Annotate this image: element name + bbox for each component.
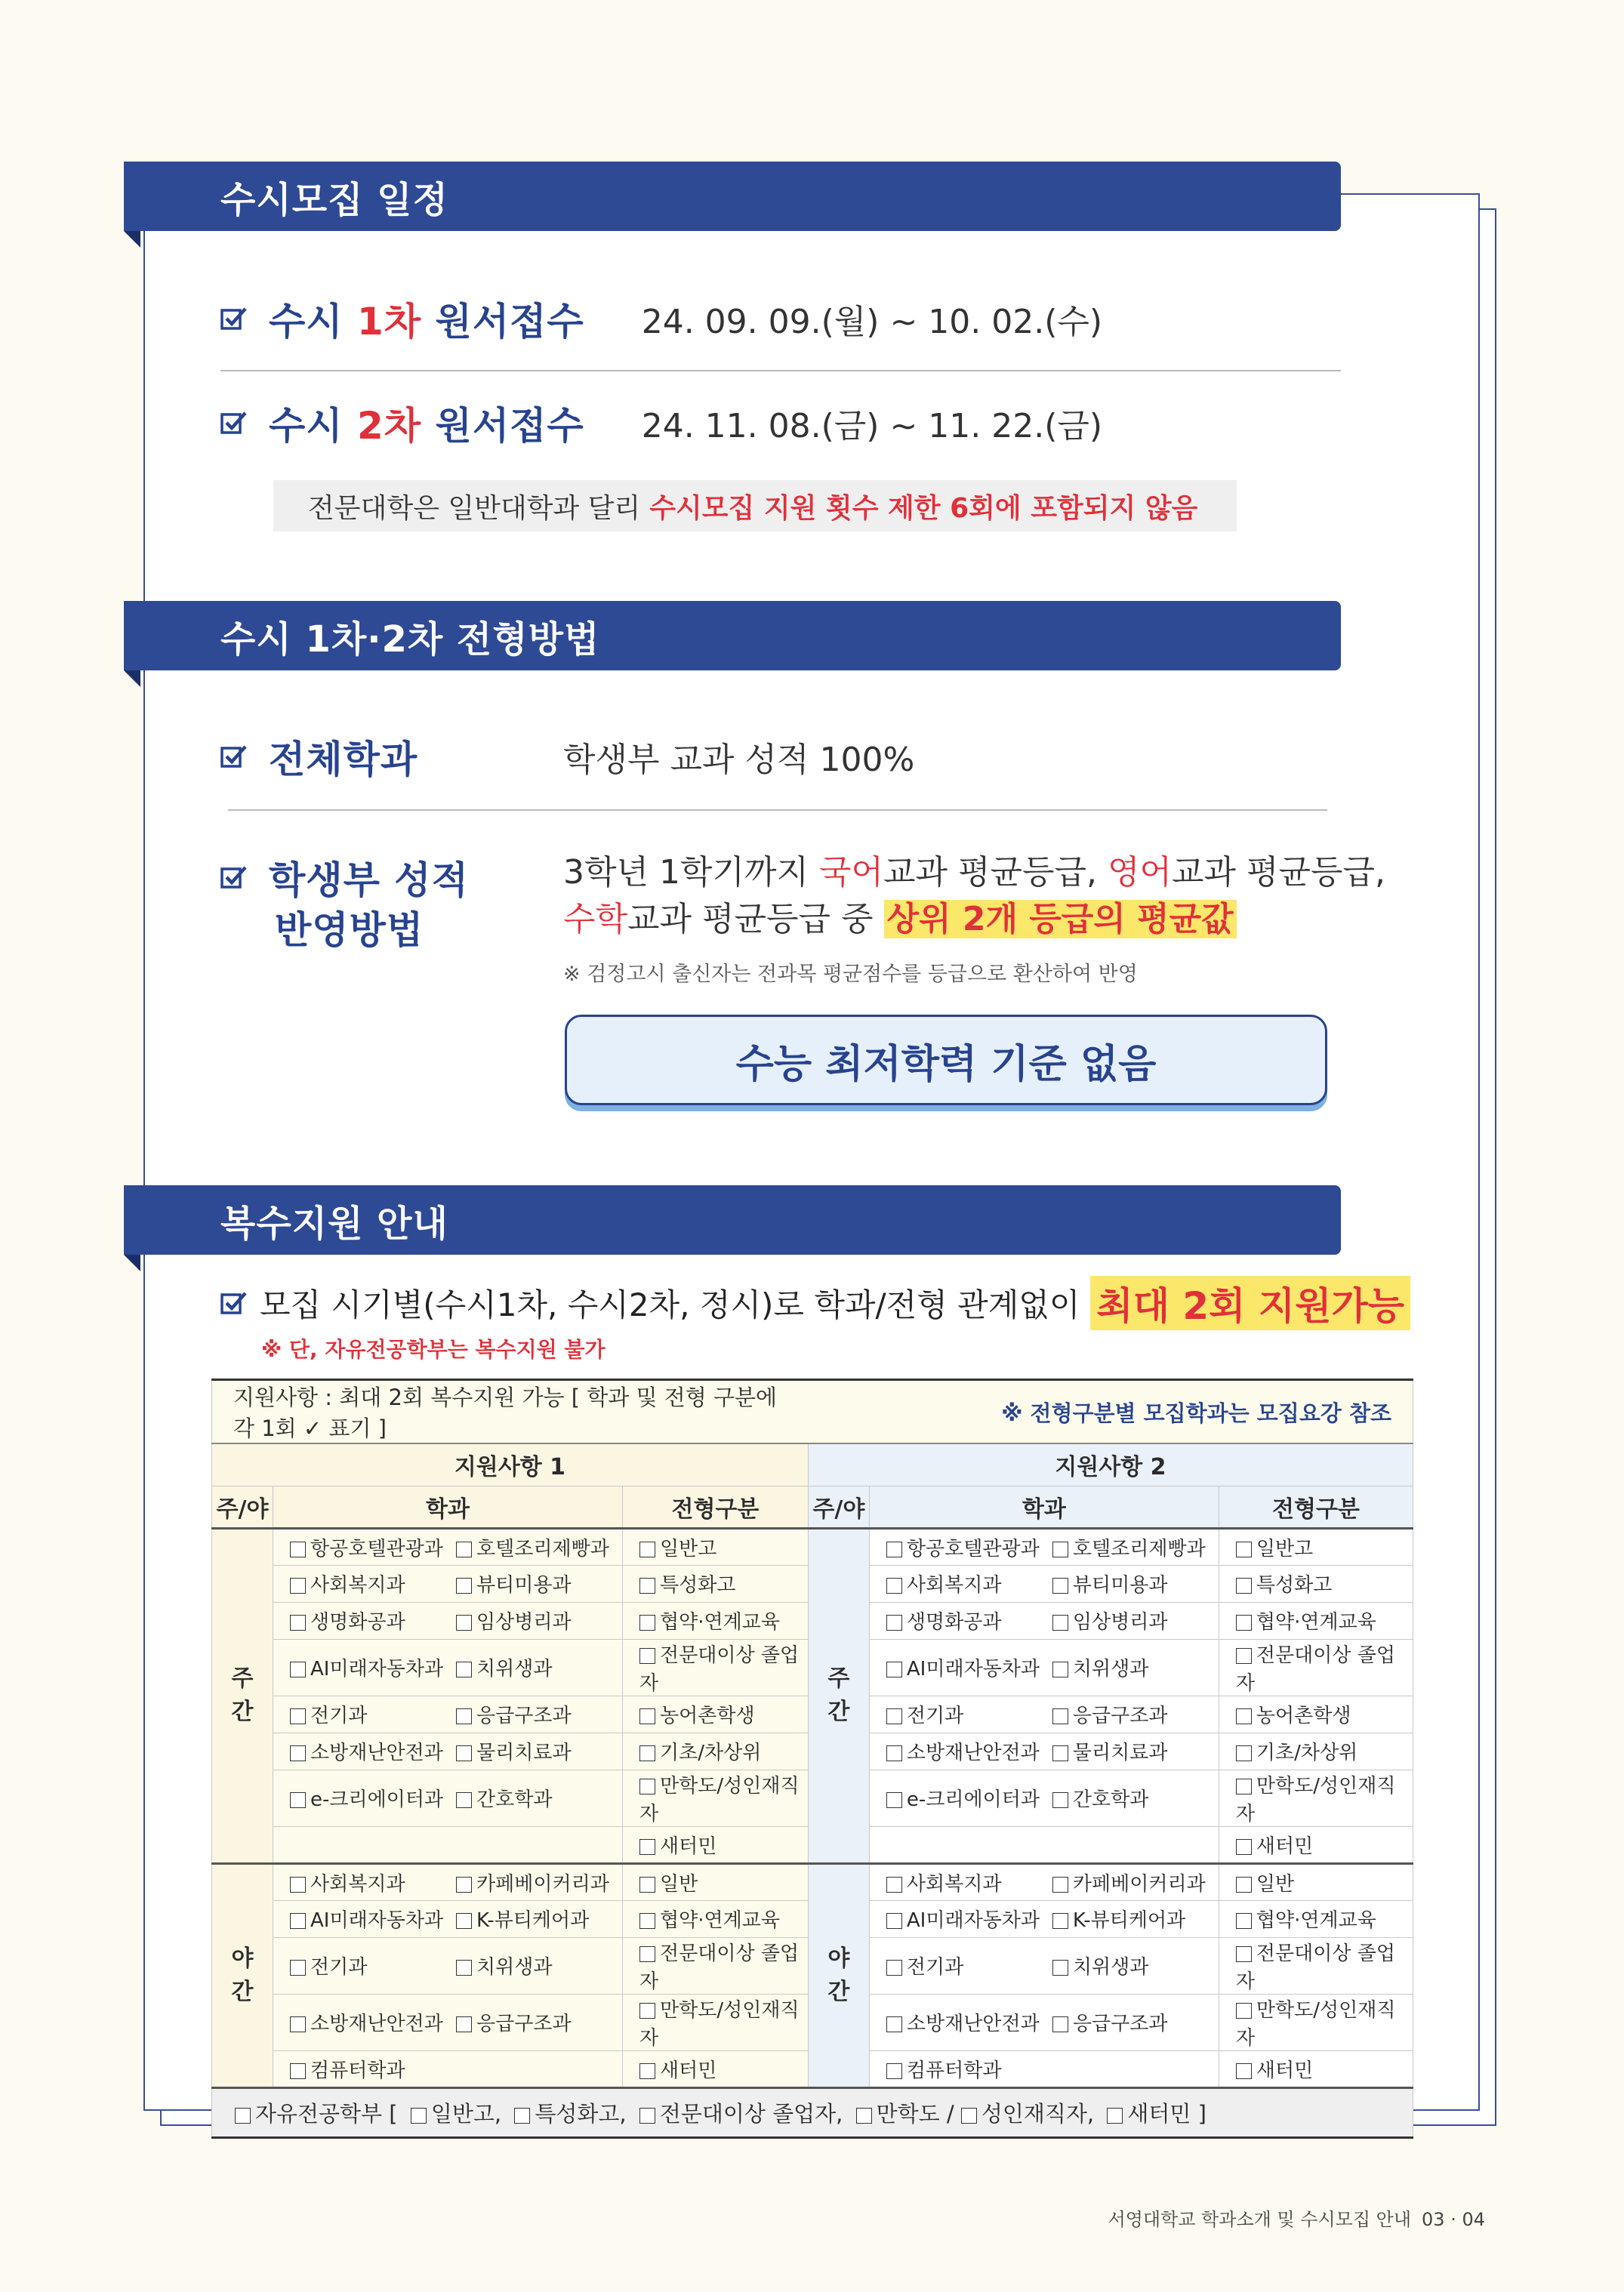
checkbox[interactable] — [886, 1960, 902, 1976]
dept-cell — [869, 1639, 1219, 1696]
dept-name: 물리치료과 — [1072, 1742, 1168, 1764]
text: 자유전공학부 [ — [255, 2100, 398, 2127]
dept-cell — [869, 1863, 1219, 1900]
text: 특성화고, — [535, 2100, 627, 2127]
checkbox[interactable] — [886, 1615, 902, 1631]
label-part: 원서접수 — [421, 300, 584, 343]
dept-name: e-크리에이터과 — [906, 1788, 1040, 1811]
col-type: 전형구분 — [623, 1486, 809, 1528]
dept-cell — [273, 1696, 623, 1733]
dept-name: 임상병리과 — [476, 1611, 572, 1634]
checkbox[interactable] — [1052, 1542, 1068, 1557]
type-name: 기초/차상위 — [1256, 1742, 1358, 1764]
shift-char: 야 — [231, 1945, 254, 1972]
dept-cell — [869, 1900, 1219, 1937]
checkbox[interactable] — [290, 1792, 306, 1808]
checkbox[interactable] — [1236, 1946, 1252, 1962]
checkbox[interactable] — [456, 1792, 472, 1808]
checkbox[interactable] — [456, 1708, 472, 1724]
checkbox[interactable] — [1052, 1792, 1068, 1808]
record-paragraph-line1 — [563, 850, 1385, 895]
dept-cell — [273, 1994, 623, 2050]
type-name: 만학도/성인재직자 — [1235, 1774, 1396, 1825]
checkbox[interactable] — [1236, 1839, 1252, 1855]
type-cell — [1219, 1733, 1413, 1770]
text: 3학년 1학기까지 — [563, 853, 819, 892]
text: 일반고, — [430, 2100, 502, 2127]
text: 만학도 / — [876, 2100, 954, 2127]
dept-cell — [273, 1733, 623, 1770]
dept-name: 호텔조리제빵과 — [476, 1537, 609, 1560]
shift-char: 간 — [231, 1978, 254, 2005]
dept-cell — [869, 1696, 1219, 1733]
checkbox[interactable] — [1052, 1615, 1068, 1631]
checkbox[interactable] — [235, 2108, 251, 2124]
checkbox-checked-icon — [220, 744, 248, 769]
dept-name: 치위생과 — [1072, 1956, 1149, 1979]
dept-name: 전기과 — [310, 1705, 368, 1727]
dept-name: AI미래자동차과 — [906, 1658, 1040, 1680]
type-cell — [1219, 1770, 1413, 1826]
checkbox[interactable] — [456, 1745, 472, 1761]
type-name: 일반고 — [660, 1537, 717, 1560]
text: 교과 평균등급, — [1172, 853, 1385, 892]
second-round-row — [220, 396, 1102, 450]
checkbox[interactable] — [639, 1877, 655, 1893]
dept-cell — [273, 1639, 623, 1696]
day-section — [212, 1528, 1413, 1863]
checkbox[interactable] — [639, 1578, 655, 1594]
type-name: 일반고 — [1256, 1537, 1314, 1560]
dept-cell — [869, 1826, 1219, 1863]
type-cell — [623, 1937, 809, 1994]
checkbox[interactable] — [886, 1877, 902, 1893]
checkbox[interactable] — [456, 1615, 472, 1631]
type-name: 일반 — [660, 1872, 698, 1896]
text: 전문대이상 졸업자, — [659, 2100, 843, 2127]
checkbox[interactable] — [886, 1542, 902, 1557]
type-cell — [1219, 1900, 1413, 1937]
type-name: 협약·연계교육 — [660, 1611, 780, 1634]
checkbox[interactable] — [1236, 1708, 1252, 1724]
col-shift: 주/야 — [212, 1486, 273, 1528]
dept-name: 사회복지과 — [310, 1574, 405, 1597]
checkbox[interactable] — [456, 1877, 472, 1893]
table-instruction: 지원사항 : 최대 2회 복수지원 가능 [ 학과 및 전형 구분에 각 1회 ✓ 표기 ] — [212, 1380, 809, 1444]
shift-label — [808, 1863, 869, 2087]
checkbox[interactable] — [639, 1615, 655, 1631]
type-name: 협약·연계교육 — [660, 1909, 780, 1932]
checkbox[interactable] — [886, 2016, 902, 2032]
second-round-date: 24. 11. 08.(금) ~ 11. 22.(금) — [641, 407, 1103, 445]
dept-cell — [869, 1937, 1219, 1994]
dept-name: 응급구조과 — [1072, 2013, 1168, 2035]
type-name: 기초/차상위 — [660, 1742, 762, 1764]
dept-name: AI미래자동차과 — [310, 1658, 444, 1680]
section-title: 복수지원 안내 — [220, 1202, 448, 1245]
checkbox[interactable] — [886, 1913, 902, 1929]
dept-name: 소방재난안전과 — [310, 1742, 443, 1764]
shift-char: 간 — [231, 1699, 254, 1725]
text-highlight: 상위 2개 등급의 평균값 — [884, 900, 1237, 938]
checkbox-checked-icon — [220, 410, 248, 436]
type-cell — [623, 1900, 809, 1937]
checkbox[interactable] — [456, 1913, 472, 1929]
label-part-red: 2차 — [357, 404, 422, 448]
type-name: 전문대이상 졸업자 — [1235, 1942, 1395, 1993]
header-fold — [124, 1255, 140, 1271]
all-dept-value: 학생부 교과 성적 100% — [563, 741, 915, 779]
type-name: 새터민 — [1256, 1835, 1314, 1858]
dept-name: 치위생과 — [476, 1658, 553, 1680]
checkbox[interactable] — [1236, 2063, 1252, 2079]
dept-name: 생명화공과 — [906, 1611, 1002, 1634]
checkbox[interactable] — [639, 2063, 655, 2079]
checkbox[interactable] — [639, 1648, 655, 1664]
checkbox-checked-icon — [220, 306, 248, 331]
checkbox[interactable] — [886, 1792, 902, 1808]
checkbox[interactable] — [639, 1946, 655, 1962]
checkbox[interactable] — [639, 2003, 655, 2019]
dept-name: e-크리에이터과 — [310, 1788, 444, 1811]
dept-name: K-뷰티케어과 — [476, 1909, 590, 1932]
shift-char: 간 — [827, 1978, 850, 2005]
text: 새터민 ] — [1127, 2100, 1206, 2127]
checkbox[interactable] — [290, 2063, 306, 2079]
type-cell — [623, 1994, 809, 2050]
checkbox[interactable] — [1052, 1578, 1068, 1594]
dept-name: 카페베이커리과 — [476, 1872, 609, 1896]
dept-name: 사회복지과 — [906, 1872, 1002, 1896]
dept-name: 사회복지과 — [906, 1574, 1002, 1597]
dept-name: 응급구조과 — [1072, 1705, 1168, 1727]
checkbox[interactable] — [290, 1960, 306, 1976]
dept-name: AI미래자동차과 — [310, 1909, 444, 1932]
dept-name: 사회복지과 — [310, 1872, 405, 1896]
type-name: 농어촌학생 — [660, 1705, 755, 1727]
checkbox[interactable] — [1236, 1542, 1252, 1557]
type-cell — [1219, 1994, 1413, 2050]
text-red: 국어 — [818, 853, 883, 892]
checkbox[interactable] — [639, 1779, 655, 1794]
type-name: 전문대이상 졸업자 — [639, 1942, 800, 1993]
checkbox[interactable] — [886, 2063, 902, 2079]
type-cell — [1219, 1826, 1413, 1863]
type-cell — [623, 1639, 809, 1696]
shift-label — [212, 1863, 273, 2087]
checkbox[interactable] — [290, 1542, 306, 1557]
checkbox[interactable] — [639, 1913, 655, 1929]
checkbox[interactable] — [1236, 1578, 1252, 1594]
header-fold — [124, 231, 140, 248]
checkbox[interactable] — [1052, 1960, 1068, 1976]
checkbox[interactable] — [1236, 1615, 1252, 1631]
checkbox[interactable] — [961, 2108, 977, 2124]
dept-cell — [869, 1528, 1219, 1565]
dept-cell — [273, 1602, 623, 1639]
checkbox[interactable] — [886, 1708, 902, 1724]
type-cell — [1219, 1565, 1413, 1602]
checkbox[interactable] — [1052, 1913, 1068, 1929]
checkbox[interactable] — [1236, 1648, 1252, 1664]
checkbox[interactable] — [514, 2108, 530, 2124]
dept-name: 소방재난안전과 — [906, 2013, 1040, 2035]
type-name: 협약·연계교육 — [1256, 1611, 1376, 1634]
type-name: 새터민 — [660, 1835, 717, 1858]
checkbox[interactable] — [411, 2108, 427, 2124]
record-row — [220, 850, 469, 904]
checkbox[interactable] — [290, 1708, 306, 1724]
record-label-2: 반영방법 — [275, 908, 424, 952]
dept-cell — [869, 1994, 1219, 2050]
checkbox[interactable] — [290, 1578, 306, 1594]
dept-cell — [869, 1733, 1219, 1770]
checkbox[interactable] — [1236, 1913, 1252, 1929]
checkbox[interactable] — [856, 2108, 872, 2124]
dept-name: 카페베이커리과 — [1072, 1872, 1206, 1896]
checkbox[interactable] — [639, 1542, 655, 1557]
first-round-date: 24. 09. 09.(월) ~ 10. 02.(수) — [641, 303, 1103, 341]
checkbox[interactable] — [639, 1745, 655, 1761]
type-name: 협약·연계교육 — [1256, 1909, 1376, 1932]
dept-cell — [869, 1602, 1219, 1639]
type-name: 농어촌학생 — [1256, 1705, 1351, 1727]
checkbox-checked-icon — [220, 1290, 248, 1316]
dept-cell — [869, 1565, 1219, 1602]
label-part-red: 1차 — [357, 300, 422, 343]
dept-name: 치위생과 — [476, 1956, 553, 1979]
type-cell — [623, 1863, 809, 1900]
dept-name: 컴퓨터학과 — [310, 2059, 405, 2082]
type-cell — [623, 2050, 809, 2087]
type-cell — [1219, 1937, 1413, 1994]
col-shift: 주/야 — [808, 1486, 869, 1528]
header-fold — [124, 670, 140, 687]
checkbox[interactable] — [639, 1839, 655, 1855]
dept-name: 응급구조과 — [476, 2013, 572, 2035]
text: 교과 평균등급, — [883, 853, 1108, 892]
checkbox[interactable] — [886, 1578, 902, 1594]
checkbox[interactable] — [639, 2108, 655, 2124]
free-major-note: ※ 단, 자유전공학부는 복수지원 불가 — [261, 1337, 606, 1362]
col-dept: 학과 — [273, 1486, 623, 1528]
label-part: 수시 — [269, 404, 358, 448]
checkbox[interactable] — [1052, 2016, 1068, 2032]
type-cell — [1219, 1528, 1413, 1565]
dept-name: 호텔조리제빵과 — [1072, 1537, 1206, 1560]
section-title: 수시 1차·2차 전형방법 — [220, 618, 600, 661]
text: 성인재직자, — [981, 2100, 1095, 2127]
checkbox[interactable] — [1236, 1745, 1252, 1761]
checkbox[interactable] — [290, 1662, 306, 1677]
col-type: 전형구분 — [1219, 1486, 1413, 1528]
checkbox[interactable] — [639, 1708, 655, 1724]
type-cell — [1219, 2050, 1413, 2087]
text-red: 영어 — [1107, 853, 1172, 892]
text: 교과 평균등급 중 — [627, 900, 884, 938]
dept-cell — [273, 1900, 623, 1937]
dept-name: 항공호텔관광과 — [906, 1537, 1040, 1560]
type-cell — [623, 1770, 809, 1826]
label-part: 원서접수 — [421, 404, 584, 448]
shift-char: 주 — [231, 1665, 254, 1692]
dept-name: 임상병리과 — [1072, 1611, 1168, 1634]
dept-name: 전기과 — [906, 1705, 964, 1727]
table-row — [212, 1528, 1413, 1565]
type-name: 전문대이상 졸업자 — [639, 1644, 800, 1695]
checkbox[interactable] — [456, 2016, 472, 2032]
multiple-apply-text: 모집 시기별(수시1차, 수시2차, 정시)로 학과/전형 관계없이 — [260, 1286, 1080, 1323]
free-major-row — [212, 2087, 1413, 2137]
dept-name: 생명화공과 — [310, 1611, 405, 1634]
type-name: 새터민 — [660, 2059, 717, 2082]
checkbox[interactable] — [1052, 1877, 1068, 1893]
checkbox[interactable] — [290, 1913, 306, 1929]
all-dept-row — [220, 729, 418, 784]
type-name: 새터민 — [1256, 2059, 1314, 2082]
night-section — [212, 1863, 1413, 2087]
note-text: 전문대학은 일반대학과 달리 — [308, 492, 641, 524]
dept-name: 뷰티미용과 — [476, 1574, 572, 1597]
checkbox[interactable] — [456, 1960, 472, 1976]
checkbox-checked-icon — [220, 864, 248, 890]
checkbox[interactable] — [1236, 2003, 1252, 2019]
dept-name: 물리치료과 — [476, 1742, 572, 1764]
type-name: 특성화고 — [1256, 1574, 1333, 1597]
note-highlight: 수시모집 지원 횟수 제한 6회에 포함되지 않음 — [649, 492, 1198, 524]
dept-cell — [273, 1528, 623, 1565]
dept-name: 소방재난안전과 — [310, 2013, 443, 2035]
dept-name: 컴퓨터학과 — [906, 2059, 1002, 2082]
section-title: 수시모집 일정 — [220, 178, 448, 221]
divider — [220, 370, 1341, 371]
type-name: 만학도/성인재직자 — [639, 1774, 800, 1825]
dept-cell — [869, 2050, 1219, 2087]
type-name: 일반 — [1256, 1872, 1295, 1896]
type-cell — [623, 1528, 809, 1565]
ged-note: ※ 검정고시 출신자는 전과목 평균점수를 등급으로 환산하여 반영 — [563, 963, 1138, 986]
multiple-apply-row — [220, 1276, 1410, 1330]
type-name: 특성화고 — [660, 1574, 736, 1597]
shift-char: 주 — [827, 1665, 850, 1692]
label-part: 수시 — [269, 300, 358, 343]
type-cell — [623, 1696, 809, 1733]
type-cell — [623, 1565, 809, 1602]
checkbox[interactable] — [1052, 1708, 1068, 1724]
type-cell — [623, 1733, 809, 1770]
dept-name: 간호학과 — [476, 1788, 553, 1811]
no-minimum-score-banner: 수능 최저학력 기준 없음 — [565, 1015, 1327, 1105]
record-label-1: 학생부 성적 — [269, 858, 469, 902]
type-cell — [623, 1826, 809, 1863]
dept-name: 항공호텔관광과 — [310, 1537, 443, 1560]
table-row — [212, 1863, 1413, 1900]
type-cell — [1219, 1863, 1413, 1900]
multiple-apply-highlight: 최대 2회 지원가능 — [1090, 1276, 1410, 1330]
checkbox[interactable] — [886, 1745, 902, 1761]
type-name: 만학도/성인재직자 — [1235, 1998, 1396, 2050]
checkbox[interactable] — [886, 1662, 902, 1677]
dept-name: 응급구조과 — [476, 1705, 572, 1727]
dept-name: 전기과 — [906, 1956, 964, 1979]
application-table — [211, 1379, 1413, 2139]
all-dept-label: 전체학과 — [269, 738, 418, 781]
dept-cell — [273, 1565, 623, 1602]
dept-name: 치위생과 — [1072, 1658, 1149, 1680]
first-round-row — [220, 291, 1102, 346]
checkbox[interactable] — [290, 2016, 306, 2032]
checkbox[interactable] — [290, 1877, 306, 1893]
type-cell — [623, 1602, 809, 1639]
section-header-multiple — [124, 1185, 1341, 1255]
dept-cell — [273, 1770, 623, 1826]
choice-2-header: 지원사항 2 — [808, 1443, 1413, 1486]
dept-cell — [273, 1826, 623, 1863]
footer-text: 서영대학교 학과소개 및 수시모집 안내 — [1108, 2209, 1412, 2230]
dept-cell — [273, 1937, 623, 1994]
dept-cell — [273, 2050, 623, 2087]
checkbox[interactable] — [456, 1662, 472, 1677]
shift-label — [808, 1528, 869, 1863]
dept-cell — [869, 1770, 1219, 1826]
checkbox[interactable] — [1052, 1745, 1068, 1761]
checkbox[interactable] — [290, 1745, 306, 1761]
type-name: 만학도/성인재직자 — [639, 1998, 800, 2050]
dept-name: 뷰티미용과 — [1072, 1574, 1168, 1597]
checkbox[interactable] — [1236, 1877, 1252, 1893]
type-name: 전문대이상 졸업자 — [1235, 1644, 1395, 1695]
dept-cell — [273, 1863, 623, 1900]
checkbox[interactable] — [290, 1615, 306, 1631]
section-header-schedule — [124, 162, 1341, 231]
table-reference-note: ※ 전형구분별 모집학과는 모집요강 참조 — [808, 1380, 1413, 1444]
dept-name: K-뷰티케어과 — [1072, 1909, 1186, 1932]
shift-char: 간 — [827, 1699, 850, 1725]
text-red: 수학 — [563, 900, 628, 938]
limit-note — [273, 480, 1237, 531]
checkbox[interactable] — [1107, 2108, 1123, 2124]
checkbox[interactable] — [456, 1578, 472, 1594]
dept-name: 간호학과 — [1072, 1788, 1149, 1811]
shift-char: 야 — [827, 1945, 850, 1972]
type-cell — [1219, 1696, 1413, 1733]
checkbox[interactable] — [1052, 1662, 1068, 1677]
dept-name: 전기과 — [310, 1956, 368, 1979]
record-paragraph-line2 — [563, 897, 1237, 942]
shift-label — [212, 1528, 273, 1863]
page-footer — [1108, 2204, 1485, 2231]
checkbox[interactable] — [1236, 1779, 1252, 1794]
dept-name: AI미래자동차과 — [906, 1909, 1040, 1932]
first-round-label — [269, 291, 584, 346]
type-cell — [1219, 1639, 1413, 1696]
section-header-method — [124, 601, 1341, 670]
choice-1-header: 지원사항 1 — [212, 1443, 809, 1486]
divider — [228, 809, 1327, 811]
page-numbers: 03 · 04 — [1422, 2209, 1485, 2230]
type-cell — [1219, 1602, 1413, 1639]
dept-name: 소방재난안전과 — [906, 1742, 1040, 1764]
second-round-label — [269, 396, 584, 450]
checkbox[interactable] — [456, 1542, 472, 1557]
col-dept: 학과 — [869, 1486, 1219, 1528]
